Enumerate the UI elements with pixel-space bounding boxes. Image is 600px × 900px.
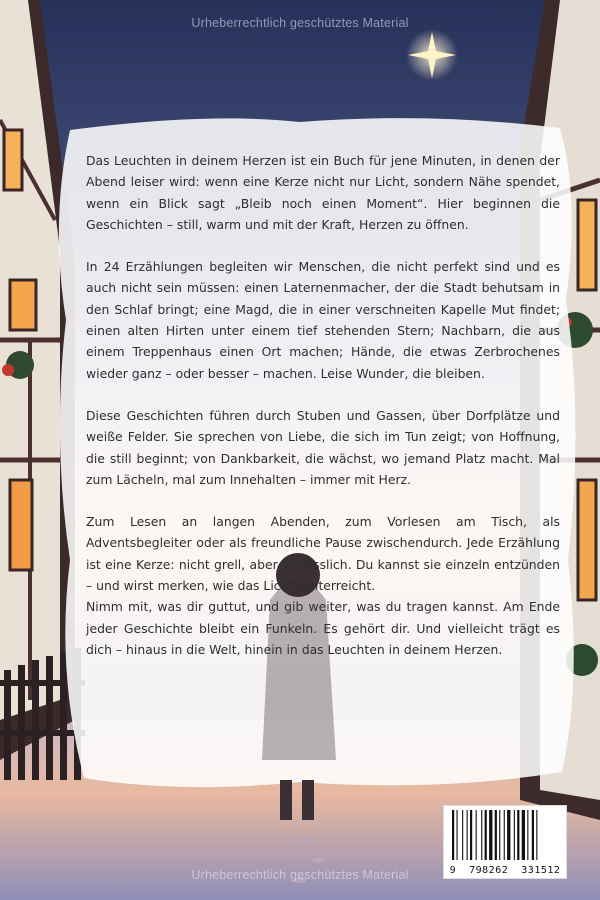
barcode-bar bbox=[536, 810, 537, 860]
barcode-bar bbox=[452, 810, 454, 860]
barcode-bar bbox=[522, 810, 525, 860]
barcode-bar bbox=[470, 810, 472, 860]
barcode-bar bbox=[489, 810, 492, 860]
watermark-top: Urheberrechtlich geschütztes Material bbox=[191, 16, 409, 30]
paragraph-themes: Diese Geschichten führen durch Stuben und Gassen, über Dorfplätze und weiße Felder. Sie sprechen von Liebe, die sich im Tun zeigt; von Hoffnung, die still beginnt; von Dankbarkeit, die wächst, wo jemand Platz macht. Mal zum Lächeln, mal zum Innehalten – immer mit Herz. bbox=[86, 407, 560, 487]
barcode-bar bbox=[476, 810, 477, 860]
barcode-digits: 9 798262 331512 bbox=[449, 865, 561, 876]
barcode-bar bbox=[527, 810, 528, 860]
barcode-bar bbox=[499, 810, 500, 860]
back-cover-blurb bbox=[86, 150, 560, 681]
barcode-lines bbox=[444, 810, 566, 866]
paragraph-closing: Nimm mit, was dir guttut, und gib weiter, was du tragen kannst. Am Ende jeder Geschichte bleibt ein Funkeln. Es gehört dir. Und vielleicht trägt es dich – hinaus in die Welt, hinein in das Leuchten in deinem Herzen. bbox=[86, 599, 560, 657]
barcode-bar bbox=[457, 810, 458, 860]
paragraph-intro: Das Leuchten in deinem Herzen ist ein Buch für jene Minuten, in denen der Abend leiser wird: wenn eine Kerze nicht nur Licht, sondern Nähe spendet, wenn ein Blick sagt „Bleib noch einen Moment“. Hier beginnen die Geschichten – still, warm und mit der Kraft, Herzen zu öffnen. bbox=[86, 153, 560, 232]
barcode-bar bbox=[481, 810, 482, 860]
paragraph-stories: In 24 Erzählungen begleiten wir Menschen, die nicht perfekt sind und es auch nicht sein müssen: einen Laternenmacher, der die Stadt behutsam in den Schlaf bringt; eine Magd, die in einer verschneiten Kapelle Mut findet; einen alten Hirten unter einem tief stehenden Stern; Nachbarn, die aus einem Treppenhaus einen Ort machen; Hände, die etwas Zerbrochenes wieder ganz – oder besser – machen. Leise Wunder, die bleiben. bbox=[86, 259, 560, 381]
barcode-box bbox=[443, 805, 567, 879]
barcode-bar bbox=[467, 810, 468, 860]
barcode-bar bbox=[495, 810, 497, 860]
barcode-bar bbox=[514, 810, 515, 860]
paragraph-reading: Zum Lesen an langen Abenden, zum Vorlesen am Tisch, als Adventsbegleiter oder als freundliche Pause zwischendurch. Jede Erzählung ist eine Kerze: nicht grell, aber verlässlich. Du kannst sie einzeln entzünden – und wirst merken, wie das Licht weiterreicht. bbox=[86, 514, 560, 594]
barcode-bar bbox=[504, 810, 505, 860]
star-icon bbox=[406, 29, 458, 81]
barcode-bar bbox=[532, 810, 534, 860]
barcode-bar bbox=[485, 810, 487, 860]
barcode-bar bbox=[462, 810, 463, 860]
barcode-bar bbox=[507, 810, 510, 860]
watermark-bottom: Urheberrechtlich geschütztes Material bbox=[191, 868, 409, 882]
barcode-bar bbox=[517, 810, 519, 860]
